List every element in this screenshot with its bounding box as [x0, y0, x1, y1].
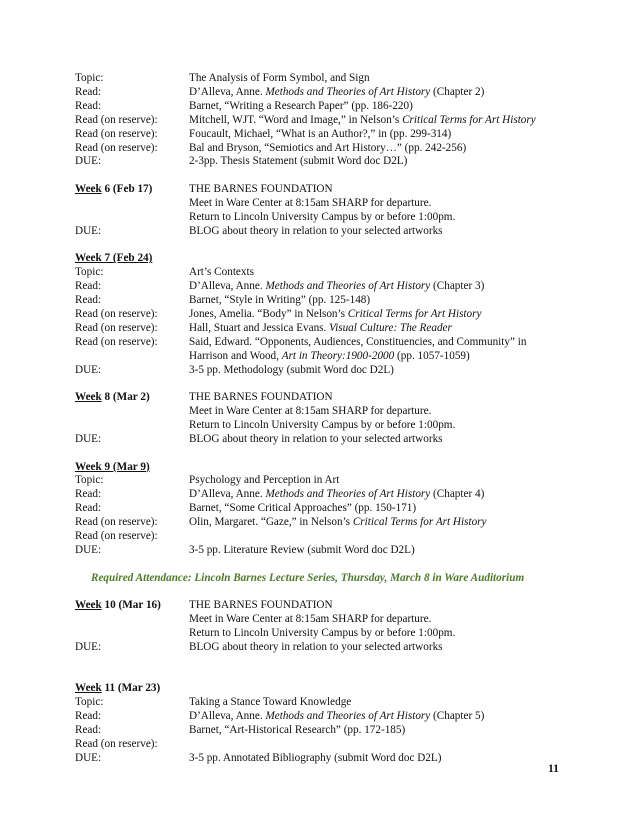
schedule-row — [75, 488, 575, 502]
value-text-run: Meet in Ware Center at 8:15am SHARP for departure. — [189, 613, 432, 626]
schedule-row — [75, 266, 575, 280]
value-text-run: THE BARNES FOUNDATION — [189, 599, 333, 612]
value-text-run: D’Alleva, Anne. — [189, 488, 266, 501]
week-heading — [75, 183, 189, 197]
schedule-row — [75, 530, 575, 544]
week-heading — [75, 252, 189, 266]
schedule-row — [75, 627, 575, 641]
schedule-block — [75, 391, 575, 447]
row-label: DUE: — [75, 640, 102, 653]
row-label: DUE: — [75, 363, 102, 376]
row-label: Read (on reserve): — [75, 516, 158, 529]
value-text-run: Barnet, “Art-Historical Research” (pp. 172-185) — [189, 724, 406, 737]
schedule-row — [75, 308, 575, 322]
label-text-run: Week — [75, 599, 102, 612]
value-text-run: Mitchell, WJT. “Word and Image,” in Nelson’s — [189, 113, 403, 126]
value-text-run: Methods and Theories of Art History — [265, 280, 431, 293]
schedule-row — [75, 613, 575, 627]
block-spacer — [75, 668, 575, 682]
row-value — [189, 211, 575, 225]
week-heading — [75, 391, 189, 405]
row-label: DUE: — [75, 155, 102, 168]
schedule-row — [75, 474, 575, 488]
value-text-run: D’Alleva, Anne. — [189, 710, 266, 723]
value-text-run: Jones, Amelia. “Body” in Nelson’s — [189, 307, 348, 320]
value-text-run: Hall, Stuart and Jessica Evans. — [189, 321, 330, 334]
value-text-run: Meet in Ware Center at 8:15am SHARP for departure. — [189, 405, 432, 418]
schedule-row — [75, 197, 575, 211]
row-label: Read (on reserve): — [75, 127, 158, 140]
row-value — [189, 516, 575, 530]
row-label: Read (on reserve): — [75, 307, 158, 320]
row-label — [75, 627, 189, 641]
value-text-run: Critical Terms for Art History — [347, 307, 482, 320]
schedule-row — [75, 405, 575, 419]
schedule-row — [75, 336, 575, 350]
row-label: DUE: — [75, 432, 102, 445]
value-text-run: D’Alleva, Anne. — [189, 85, 266, 98]
schedule-row — [75, 419, 575, 433]
value-text-run: (Chapter 5) — [430, 710, 485, 723]
row-value — [189, 350, 575, 364]
value-text-run: 3-5 pp. Methodology (submit Word doc D2L) — [189, 363, 394, 376]
value-text-run: Said, Edward. “Opponents, Audiences, Constituencies, and Community” in — [189, 335, 527, 348]
row-label: Topic: — [75, 266, 104, 279]
schedule-row — [75, 142, 575, 156]
week-heading — [75, 461, 189, 475]
schedule-row — [75, 544, 575, 558]
row-value — [189, 419, 575, 433]
row-value — [189, 502, 575, 516]
schedule-row — [75, 738, 575, 752]
schedule-block — [75, 72, 575, 169]
row-label — [75, 419, 189, 433]
schedule-row — [75, 294, 575, 308]
row-value — [189, 128, 575, 142]
row-value — [189, 696, 575, 710]
value-text-run: 3-5 pp. Literature Review (submit Word doc D2L) — [189, 543, 415, 556]
value-text-run: Barnet, “Some Critical Approaches” (pp. 150-171) — [189, 502, 417, 515]
row-label: Read: — [75, 85, 102, 98]
value-text-run: Return to Lincoln University Campus by or before 1:00pm. — [189, 626, 456, 639]
row-label: DUE: — [75, 543, 102, 556]
value-text-run: Visual Culture: The Reader — [329, 321, 452, 334]
row-value — [189, 627, 575, 641]
row-value — [189, 461, 575, 475]
row-value — [189, 72, 575, 86]
schedule-block — [75, 461, 575, 558]
row-value — [189, 405, 575, 419]
schedule-row — [75, 280, 575, 294]
row-value — [189, 474, 575, 488]
value-text-run: (Chapter 3) — [430, 280, 485, 293]
schedule-row — [75, 225, 575, 239]
row-label — [75, 211, 189, 225]
row-label — [75, 197, 189, 211]
schedule-row — [75, 350, 575, 364]
row-label: Topic: — [75, 72, 104, 84]
schedule-row — [75, 502, 575, 516]
row-value — [189, 530, 575, 544]
value-text-run: Foucault, Michael, “What is an Author?,” in (pp. 299-314) — [189, 127, 452, 140]
row-value — [189, 308, 575, 322]
value-text-run: BLOG about theory in relation to your selected artworks — [189, 432, 443, 445]
value-text-run: Methods and Theories of Art History — [265, 488, 431, 501]
schedule-row — [75, 710, 575, 724]
schedule-row — [75, 252, 575, 266]
row-label: Read: — [75, 724, 102, 737]
schedule-row — [75, 100, 575, 114]
schedule-row — [75, 114, 575, 128]
row-label: Read: — [75, 488, 102, 501]
row-value — [189, 280, 575, 294]
row-label — [75, 350, 189, 364]
value-text-run: Taking a Stance Toward Knowledge — [189, 696, 352, 709]
value-text-run: Critical Terms for Art History — [352, 516, 487, 529]
row-label: Read: — [75, 99, 102, 112]
syllabus-schedule — [75, 72, 575, 779]
row-label: Read: — [75, 502, 102, 515]
schedule-row — [75, 641, 575, 655]
page-number: 11 — [548, 763, 559, 775]
row-value — [189, 433, 575, 447]
row-value — [189, 391, 575, 405]
row-label: DUE: — [75, 224, 102, 237]
schedule-row — [75, 86, 575, 100]
row-value — [189, 738, 575, 752]
row-label: Read: — [75, 710, 102, 723]
row-value — [189, 613, 575, 627]
schedule-row — [75, 183, 575, 197]
value-text-run: Barnet, “Style in Writing” (pp. 125-148) — [189, 294, 371, 307]
week-heading — [75, 682, 189, 696]
schedule-block — [75, 252, 575, 377]
value-text-run: Art in Theory:1900-2000 — [281, 349, 395, 362]
value-text-run: Return to Lincoln University Campus by or before 1:00pm. — [189, 210, 456, 223]
required-attendance-notice: Required Attendance: Lincoln Barnes Lecture Series, Thursday, March 8 in Ware Auditorium — [91, 571, 525, 584]
schedule-row — [75, 599, 575, 613]
row-label: Topic: — [75, 696, 104, 709]
schedule-row — [75, 461, 575, 475]
row-label — [75, 405, 189, 419]
row-value — [189, 322, 575, 336]
row-value — [189, 266, 575, 280]
row-label: Read (on reserve): — [75, 321, 158, 334]
row-label: Read (on reserve): — [75, 737, 158, 750]
row-label: Topic: — [75, 474, 104, 487]
row-label: Read: — [75, 294, 102, 307]
schedule-row — [75, 364, 575, 378]
value-text-run: BLOG about theory in relation to your selected artworks — [189, 640, 443, 653]
schedule-row — [75, 516, 575, 530]
row-value — [189, 225, 575, 239]
row-value — [189, 599, 575, 613]
row-label: Read (on reserve): — [75, 530, 158, 543]
row-value — [189, 364, 575, 378]
row-value — [189, 100, 575, 114]
label-text-run: 11 (Mar 23) — [101, 682, 161, 695]
row-label: Read (on reserve): — [75, 113, 158, 126]
schedule-row — [75, 724, 575, 738]
schedule-block — [75, 183, 575, 239]
schedule-row — [75, 128, 575, 142]
value-text-run: The Analysis of Form Symbol, and Sign — [189, 72, 370, 84]
label-text-run: Week — [75, 391, 102, 404]
schedule-block — [75, 599, 575, 655]
label-text-run: Week 9 (Mar 9) — [75, 460, 150, 473]
schedule-row — [75, 752, 575, 766]
value-text-run: (Chapter 4) — [430, 488, 485, 501]
value-text-run: Methods and Theories of Art History — [265, 710, 431, 723]
label-text-run: 6 (Feb 17) — [101, 183, 153, 196]
row-value — [189, 183, 575, 197]
row-label: Read: — [75, 280, 102, 293]
schedule-row — [75, 72, 575, 86]
value-text-run: (pp. 1057-1059) — [394, 349, 470, 362]
value-text-run: Psychology and Perception in Art — [189, 474, 340, 487]
value-text-run: Methods and Theories of Art History — [265, 85, 431, 98]
label-text-run: 10 (Mar 16) — [101, 599, 161, 612]
value-text-run: Return to Lincoln University Campus by or before 1:00pm. — [189, 419, 456, 431]
value-text-run: BLOG about theory in relation to your selected artworks — [189, 224, 443, 237]
value-text-run: Art’s Contexts — [189, 266, 254, 279]
schedule-row — [75, 391, 575, 405]
label-text-run: Week — [75, 183, 102, 196]
row-value — [189, 197, 575, 211]
row-value — [189, 752, 575, 766]
value-text-run: THE BARNES FOUNDATION — [189, 183, 333, 196]
label-text-run: Week — [75, 682, 102, 695]
value-text-run: 2-3pp. Thesis Statement (submit Word doc D2L) — [189, 155, 408, 168]
schedule-row — [75, 155, 575, 169]
row-label: Read (on reserve): — [75, 335, 158, 348]
row-value — [189, 114, 575, 128]
schedule-row — [75, 433, 575, 447]
value-text-run: Critical Terms for Art History — [402, 113, 536, 126]
value-text-run: Olin, Margaret. “Gaze,” in Nelson’s — [189, 516, 353, 529]
value-text-run: Barnet, “Writing a Research Paper” (pp. 186-220) — [189, 99, 413, 112]
value-text-run: Bal and Bryson, “Semiotics and Art History…” (pp. 242-256) — [189, 141, 467, 154]
row-label — [75, 613, 189, 627]
value-text-run: D’Alleva, Anne. — [189, 280, 266, 293]
row-value — [189, 641, 575, 655]
value-text-run: (Chapter 2) — [430, 85, 485, 98]
row-value — [189, 294, 575, 308]
label-text-run: 8 (Mar 2) — [101, 391, 150, 404]
row-label: Read (on reserve): — [75, 141, 158, 154]
row-value — [189, 155, 575, 169]
row-value — [189, 252, 575, 266]
row-value — [189, 86, 575, 100]
row-value — [189, 682, 575, 696]
schedule-block — [75, 682, 575, 765]
value-text-run: THE BARNES FOUNDATION — [189, 391, 333, 404]
row-value — [189, 724, 575, 738]
schedule-row — [75, 682, 575, 696]
value-text-run: Meet in Ware Center at 8:15am SHARP for departure. — [189, 196, 432, 209]
row-value — [189, 336, 575, 350]
value-text-run: Harrison and Wood, — [189, 349, 282, 362]
value-text-run: 3-5 pp. Annotated Bibliography (submit Word doc D2L) — [189, 751, 442, 764]
row-value — [189, 142, 575, 156]
row-value — [189, 488, 575, 502]
schedule-row — [75, 696, 575, 710]
row-label: DUE: — [75, 751, 102, 764]
row-value — [189, 710, 575, 724]
row-value — [189, 544, 575, 558]
schedule-row — [75, 322, 575, 336]
week-heading — [75, 599, 189, 613]
schedule-row — [75, 211, 575, 225]
label-text-run: Week 7 (Feb 24) — [75, 252, 153, 265]
